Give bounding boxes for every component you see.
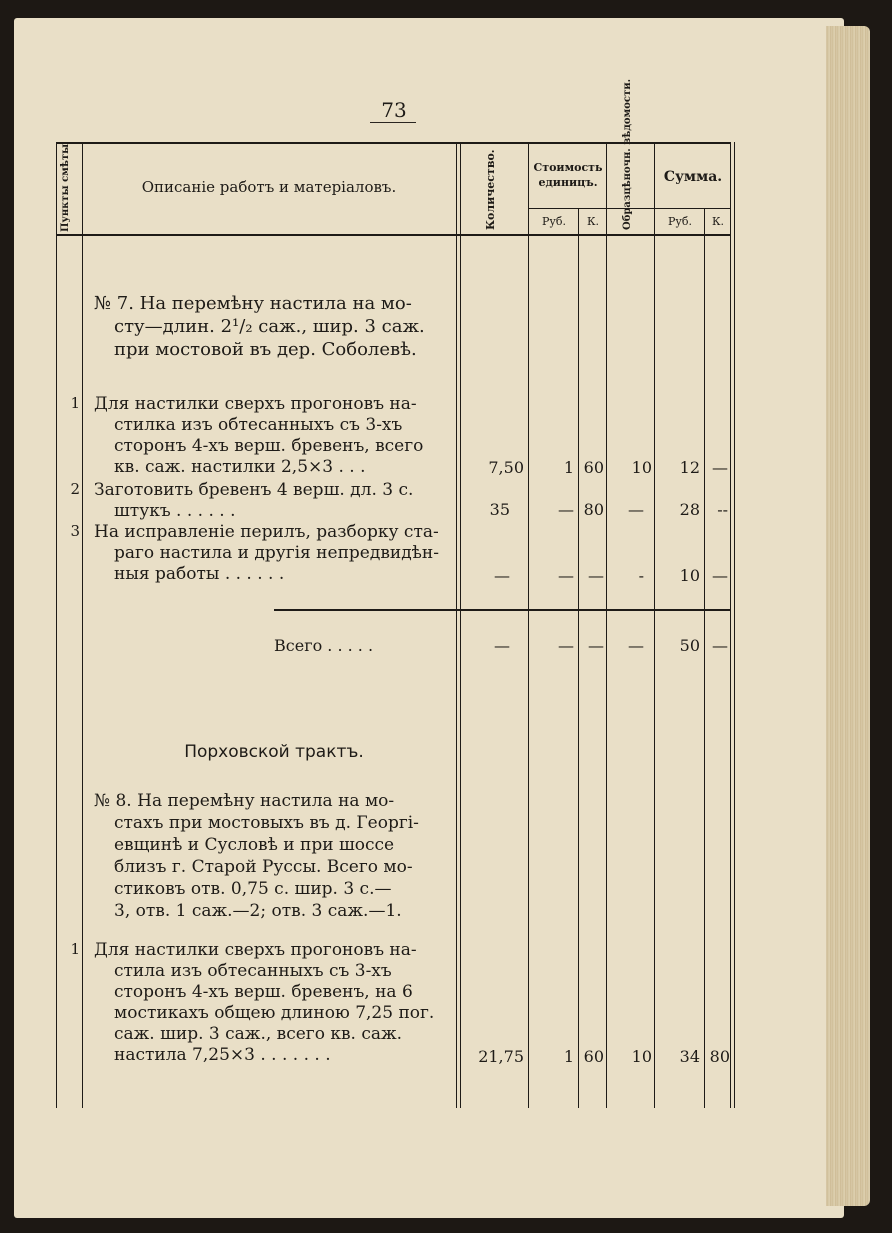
header-reference: Образцѣночн. вѣдомости. bbox=[622, 78, 633, 230]
total-reference: — bbox=[628, 636, 644, 655]
quantity-col-rule bbox=[528, 142, 529, 1108]
sum-kop-cell: — bbox=[712, 458, 728, 477]
item-description: Для настилки сверхъ прогоновъ на- стила изъ обтесанныхъ съ 3-хъ сторонъ 4-хъ верш. бревенъ, на 6 мостикахъ общею длиною 7,25 пог. саж. шир. 3 саж., всего кв. саж. настила 7,25×3 . . . . . . . bbox=[94, 940, 435, 1065]
item-number: 1 bbox=[70, 394, 80, 412]
header-sum-rub: Руб. bbox=[668, 215, 692, 228]
unit-rub-cell: 1 bbox=[563, 1047, 574, 1066]
left-border bbox=[56, 142, 57, 1108]
sum-kop-cell: -- bbox=[717, 500, 728, 519]
right-border bbox=[730, 142, 731, 1108]
sum-rub-cell: 10 bbox=[679, 566, 700, 585]
unit-kop-cell: 60 bbox=[583, 458, 604, 477]
header-bottom-rule bbox=[56, 234, 730, 236]
right-border-2 bbox=[734, 142, 735, 1108]
header-unit-cost: Стоимость единицъ. bbox=[533, 161, 603, 189]
header-quantity: Количество. bbox=[484, 149, 497, 230]
sum-kop-rule bbox=[704, 208, 705, 1108]
header-sum-kop: К. bbox=[711, 215, 724, 228]
reference-cell: - bbox=[638, 566, 644, 585]
total-quantity: — bbox=[494, 636, 510, 655]
total-unit-rub: — bbox=[558, 636, 574, 655]
header-points: Пункты смѣты bbox=[60, 143, 71, 232]
unit-rub-cell: — bbox=[558, 500, 574, 519]
header-unit-kop: К. bbox=[586, 215, 599, 228]
item-number: 2 bbox=[70, 480, 80, 498]
quantity-cell: — bbox=[494, 566, 510, 585]
total-rule bbox=[274, 609, 730, 611]
item-description: Для настилки сверхъ прогоновъ на- стилка изъ обтесанныхъ съ 3-хъ сторонъ 4-хъ верш. бревенъ, всего кв. саж. настилки 2,5×3 . . . bbox=[94, 394, 424, 477]
sum-kop-cell: 80 bbox=[709, 1047, 730, 1066]
sum-rub-cell: 34 bbox=[679, 1047, 700, 1066]
points-col-rule bbox=[82, 142, 83, 1108]
item-description: На исправленіе перилъ, разборку ста- раго настила и другія непредвидѣн- ныя работы . . . . . . bbox=[94, 522, 440, 584]
section2-title: Порховской трактъ. bbox=[184, 742, 364, 762]
item-description: Заготовить бревенъ 4 верш. дл. 3 с. штукъ . . . . . . bbox=[94, 480, 414, 521]
reference-cell: 10 bbox=[631, 1047, 652, 1066]
header-unit-rub: Руб. bbox=[542, 215, 566, 228]
total-sum-rub: 50 bbox=[679, 636, 700, 655]
unit-kop-cell: 60 bbox=[583, 1047, 604, 1066]
reference-cell: — bbox=[628, 500, 644, 519]
page-number: 73 bbox=[381, 98, 407, 122]
reference-cell: 10 bbox=[631, 458, 652, 477]
unit-kop-rule bbox=[578, 208, 579, 1108]
section1-heading: № 7. На перемѣну настила на мо- сту—длин. 2¹/₂ саж., шир. 3 саж. при мостовой въ дер. Соболевѣ. bbox=[94, 293, 425, 360]
total-sum-kop: — bbox=[712, 636, 728, 655]
total-label: Всего . . . . . bbox=[274, 636, 374, 655]
description-col-rule-2 bbox=[460, 142, 461, 1108]
quantity-cell: 35 bbox=[489, 500, 510, 519]
header-description: Описаніе работъ и матеріаловъ. bbox=[141, 178, 397, 196]
header-sum: Сумма. bbox=[663, 169, 723, 185]
unit-kop-cell: 80 bbox=[583, 500, 604, 519]
unit-rub-cell: — bbox=[558, 566, 574, 585]
quantity-cell: 7,50 bbox=[488, 458, 524, 477]
description-col-rule bbox=[456, 142, 457, 1108]
unit-kop-cell: — bbox=[588, 566, 604, 585]
unit-col-rule bbox=[606, 142, 607, 1108]
reference-col-rule bbox=[654, 142, 655, 1108]
quantity-cell: 21,75 bbox=[478, 1047, 524, 1066]
total-unit-kop: — bbox=[588, 636, 604, 655]
unit-rub-cell: 1 bbox=[563, 458, 574, 477]
item-number: 1 bbox=[70, 940, 80, 958]
sum-rub-cell: 28 bbox=[679, 500, 700, 519]
sum-rub-cell: 12 bbox=[679, 458, 700, 477]
sum-kop-cell: — bbox=[712, 566, 728, 585]
section2-heading: № 8. На перемѣну настила на мо- стахъ при мостовыхъ въ д. Георгі- евщинѣ и Сусловѣ и при шоссе близъ г. Старой Руссы. Всего мо- стиковъ отв. 0,75 с. шир. 3 с.— 3, отв. 1 саж.—2; отв. 3 саж.—1. bbox=[94, 791, 419, 921]
item-number: 3 bbox=[70, 522, 80, 540]
